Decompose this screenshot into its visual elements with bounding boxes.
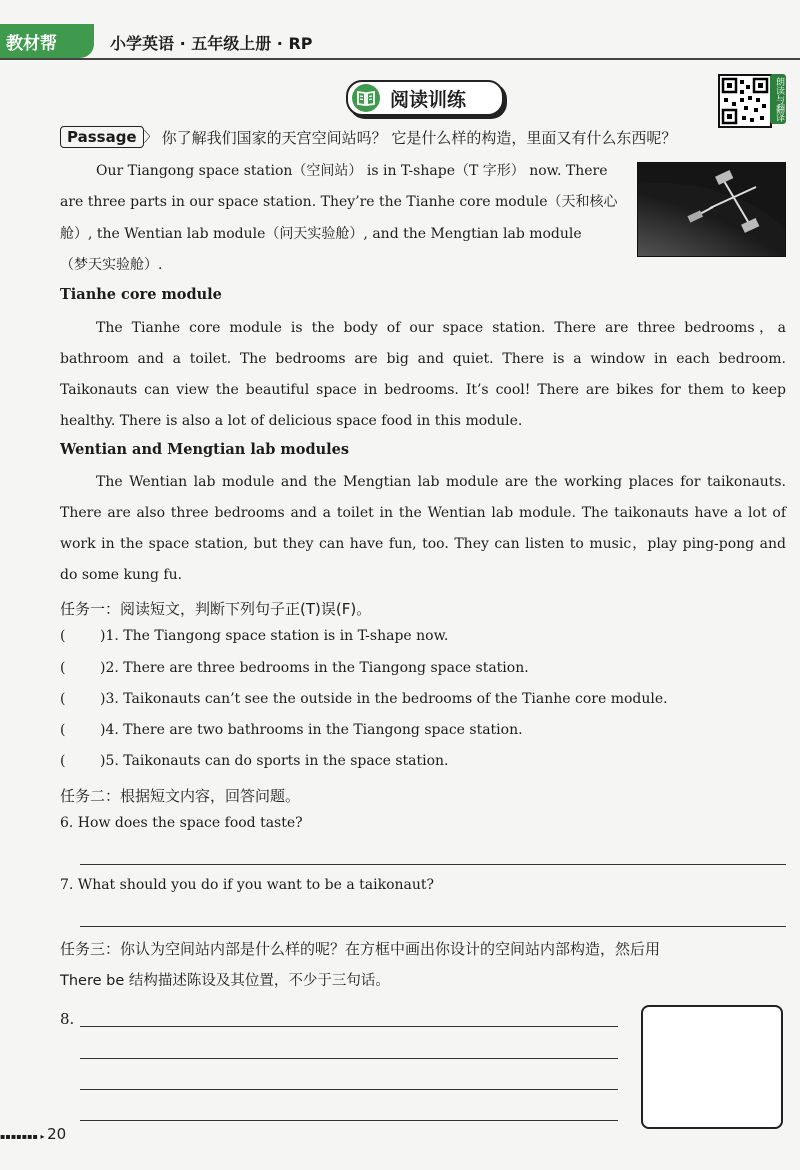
intro-line-3: 舱）, the Wentian lab module（问天实验舱）, and the Mengtian lab module bbox=[60, 226, 582, 242]
qr-side-label: 朗读与翻译 bbox=[770, 74, 786, 124]
section-title-badge bbox=[346, 80, 504, 116]
subheading-tianhe: Tianhe core module bbox=[60, 286, 222, 303]
statement-5 bbox=[60, 753, 448, 769]
header-divider bbox=[0, 58, 800, 60]
section-title: 阅读训练 bbox=[390, 88, 467, 111]
statement-4 bbox=[60, 722, 523, 738]
passage-question: 你了解我们国家的天宫空间站吗？ 它是什么样的构造，里面又有什么东西呢？ bbox=[161, 128, 677, 147]
question-7: 7. What should you do if you want to be a taikonaut? bbox=[60, 877, 435, 893]
brand-label: 教材帮 bbox=[6, 33, 57, 54]
statement-3 bbox=[60, 691, 668, 707]
book-subtitle: 小学英语 · 五年级上册 · RP bbox=[110, 34, 313, 53]
chevron-right-icon: 〉 bbox=[143, 130, 158, 146]
statement-text: )5. Taikonauts can do sports in the space station. bbox=[100, 753, 449, 769]
answer-blank[interactable]: ( bbox=[60, 628, 66, 644]
answer-line-8a[interactable] bbox=[80, 1026, 618, 1027]
page-number bbox=[0, 1125, 66, 1143]
task3-line-2: There be 结构描述陈设及其位置，不少于三句话。 bbox=[60, 973, 390, 989]
dots-decoration: ▪▪▪▪▪▪▪ ▸ bbox=[0, 1132, 48, 1141]
intro-line-4: （梦天实验舱）. bbox=[60, 257, 163, 273]
brand-tab bbox=[0, 24, 94, 58]
drawing-box[interactable] bbox=[641, 1005, 783, 1129]
page-number-value: 20 bbox=[47, 1125, 67, 1143]
paragraph-lab-modules: The Wentian lab module and the Mengtian lab module are the working places for taikonauts. There are also three bedrooms and a toilet in the Wentian lab module. The taikonauts have a lot of work in the space station, but they can have fun, too. They can listen to music，play ping-pong and do some kung fu. bbox=[60, 474, 786, 583]
book-icon bbox=[352, 84, 380, 112]
answer-line-8d[interactable] bbox=[80, 1120, 618, 1121]
subheading-lab-modules: Wentian and Mengtian lab modules bbox=[60, 441, 350, 458]
task3-line-1: 任务三：你认为空间站内部是什么样的呢？在方框中画出你设计的空间站内部构造，然后用 bbox=[60, 940, 661, 958]
answer-line-6[interactable] bbox=[80, 864, 786, 865]
answer-line-8c[interactable] bbox=[80, 1089, 618, 1090]
statement-2 bbox=[60, 660, 529, 676]
answer-blank[interactable]: ( bbox=[60, 660, 66, 676]
statement-text: )1. The Tiangong space station is in T-shape now. bbox=[100, 628, 449, 644]
statement-1 bbox=[60, 628, 448, 644]
question-8-number: 8. bbox=[60, 1010, 75, 1028]
answer-blank[interactable]: ( bbox=[60, 753, 66, 769]
statement-text: )4. There are two bathrooms in the Tiangong space station. bbox=[100, 722, 523, 738]
statement-text: )3. Taikonauts can’t see the outside in the bedrooms of the Tianhe core module. bbox=[100, 691, 668, 707]
answer-blank[interactable]: ( bbox=[60, 691, 66, 707]
intro-line-1: Our Tiangong space station（空间站） is in T-shape（T 字形） now. There bbox=[96, 163, 608, 179]
answer-blank[interactable]: ( bbox=[60, 722, 66, 738]
answer-line-7[interactable] bbox=[80, 926, 786, 927]
answer-line-8b[interactable] bbox=[80, 1058, 618, 1059]
space-station-photo bbox=[637, 162, 786, 257]
statement-text: )2. There are three bedrooms in the Tiangong space station. bbox=[100, 660, 529, 676]
passage-header bbox=[60, 126, 790, 148]
paragraph-tianhe: The Tianhe core module is the body of our space station. There are three bedrooms，a bathroom and a toilet. The bedrooms are big and quiet. There is a window in each bedroom. Taikonauts can view the beautiful space in bedrooms. It’s cool! There are bikes for them to keep healthy. There is also a lot of delicious space food in this module. bbox=[60, 320, 786, 429]
task2-title: 任务二：根据短文内容，回答问题。 bbox=[60, 787, 301, 805]
intro-line-2: are three parts in our space station. They’re the Tianhe core module（天和核心 bbox=[60, 194, 618, 210]
qr-code-icon[interactable] bbox=[718, 74, 772, 128]
question-6: 6. How does the space food taste? bbox=[60, 815, 303, 831]
passage-tag: Passage bbox=[60, 126, 144, 148]
task1-title: 任务一：阅读短文，判断下列句子正(T)误(F)。 bbox=[60, 600, 372, 618]
